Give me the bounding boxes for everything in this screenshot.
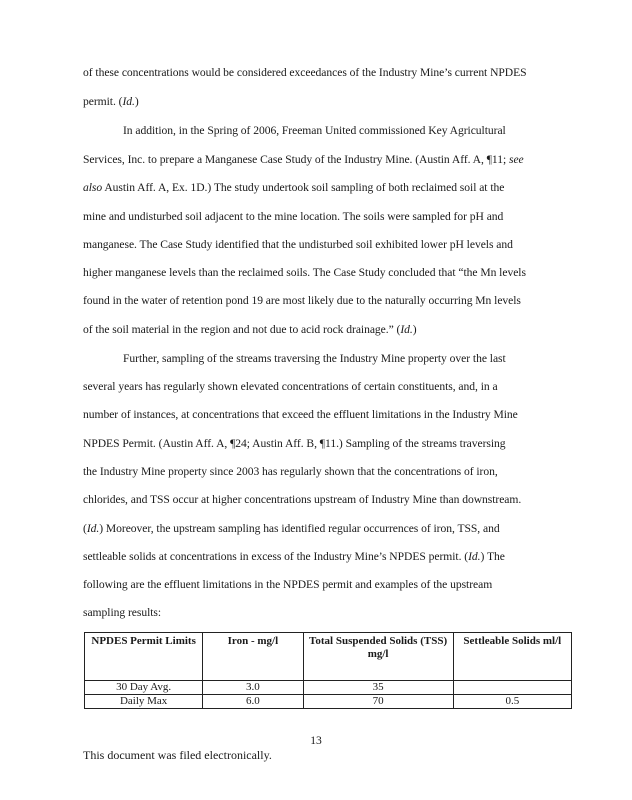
text-line: sampling results:	[83, 606, 162, 619]
text-line: mine and undisturbed soil adjacent to the mine location. The soils were sampled for pH and	[83, 210, 504, 223]
npdes-limits-table	[84, 632, 572, 709]
table-cell: 3.0	[203, 681, 303, 695]
filing-footer: This document was filed electronically.	[83, 748, 272, 762]
text-line: several years has regularly shown elevated concentrations of certain constituents, and, in a	[83, 380, 498, 393]
table-row	[85, 695, 572, 709]
table-header-cell: NPDES Permit Limits	[85, 633, 203, 681]
table-cell: 6.0	[203, 695, 303, 709]
text-line: manganese. The Case Study identified that the undisturbed soil exhibited lower pH levels and	[83, 238, 513, 251]
text-line: of the soil material in the region and not due to acid rock drainage.” (Id.)	[83, 323, 417, 336]
table-cell: 70	[303, 695, 453, 709]
text-line: number of instances, at concentrations that exceed the effluent limitations in the Industry Mine	[83, 408, 518, 421]
table-cell	[453, 681, 571, 695]
table-header-cell: Total Suspended Solids (TSS) mg/l	[303, 633, 453, 681]
table-cell: 35	[303, 681, 453, 695]
text-line: Services, Inc. to prepare a Manganese Case Study of the Industry Mine. (Austin Aff. A, ¶11; see	[83, 153, 524, 166]
table-cell: Daily Max	[85, 695, 203, 709]
text-line: NPDES Permit. (Austin Aff. A, ¶24; Austin Aff. B, ¶11.) Sampling of the streams traversing	[83, 437, 506, 450]
text-line: also Austin Aff. A, Ex. 1D.) The study undertook soil sampling of both reclaimed soil at the	[83, 181, 505, 194]
text-line: (Id.) Moreover, the upstream sampling has identified regular occurrences of iron, TSS, and	[83, 522, 500, 535]
text-line: In addition, in the Spring of 2006, Freeman United commissioned Key Agricultural	[123, 124, 506, 137]
text-line: higher manganese levels than the reclaimed soils. The Case Study concluded that “the Mn levels	[83, 266, 526, 279]
text-line: settleable solids at concentrations in excess of the Industry Mine’s NPDES permit. (Id.) The	[83, 550, 505, 563]
text-line: permit. (Id.)	[83, 95, 139, 108]
table-row	[85, 681, 572, 695]
text-line: found in the water of retention pond 19 are most likely due to the naturally occurring Mn levels	[83, 294, 521, 307]
text-line: chlorides, and TSS occur at higher concentrations upstream of Industry Mine than downstream.	[83, 493, 522, 506]
table-cell: 30 Day Avg.	[85, 681, 203, 695]
table-header-row	[85, 633, 572, 681]
page-number: 13	[310, 734, 322, 747]
table-header-cell: Settleable Solids ml/l	[453, 633, 571, 681]
table-header-cell: Iron - mg/l	[203, 633, 303, 681]
table-cell: 0.5	[453, 695, 571, 709]
text-line: Further, sampling of the streams traversing the Industry Mine property over the last	[123, 352, 506, 365]
text-line: of these concentrations would be considered exceedances of the Industry Mine’s current NPDES	[83, 66, 527, 79]
text-line: following are the effluent limitations in the NPDES permit and examples of the upstream	[83, 578, 493, 591]
text-line: the Industry Mine property since 2003 has regularly shown that the concentrations of iron,	[83, 465, 498, 478]
